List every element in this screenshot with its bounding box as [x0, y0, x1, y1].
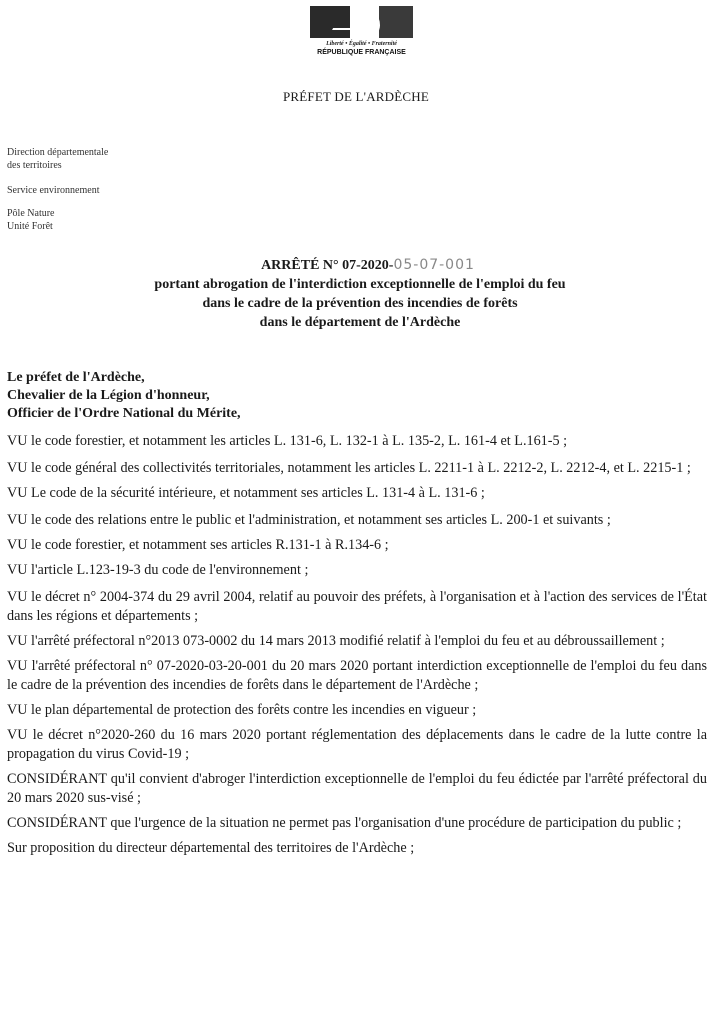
visa-paragraph: VU le code forestier, et notamment ses articles R.131-1 à R.134-6 ;	[7, 537, 389, 553]
visa-paragraph: VU Le code de la sécurité intérieure, et notamment ses articles L. 131-4 à L. 131-6 ;	[7, 485, 485, 501]
direction-line-2: des territoires	[7, 160, 62, 171]
unite-name: Unité Forêt	[7, 221, 53, 232]
arrete-number-prefix: ARRÊTÉ N° 07-2020-	[261, 258, 394, 273]
prefet-line-2: Chevalier de la Légion d'honneur,	[7, 388, 210, 403]
marianne-emblem-icon	[310, 6, 413, 38]
visa-paragraph: VU le décret n°2020-260 du 16 mars 2020 portant réglementation des déplacements dans le cadre de la lutte contre la propagation du virus Covid-19 ;	[7, 727, 707, 762]
prefet-line-3: Officier de l'Ordre National du Mérite,	[7, 406, 241, 421]
visa-paragraph: VU l'article L.123-19-3 du code de l'environnement ;	[7, 562, 309, 578]
arrete-subtitle-line-1: portant abrogation de l'interdiction exceptionnelle de l'emploi du feu	[154, 277, 566, 292]
pole-name: Pôle Nature	[7, 208, 55, 219]
republique-francaise-logo	[310, 4, 410, 60]
service-name: Service environnement	[7, 185, 100, 196]
visa-paragraph: VU le code général des collectivités territoriales, notamment les articles L. 2211-1 à L. 2212-2, L. 2212-4, et L. 2215-1 ;	[7, 460, 691, 476]
arrete-number	[108, 256, 628, 275]
prefecture-title: PRÉFET DE L'ARDÈCHE	[282, 89, 430, 104]
consideration-paragraph: CONSIDÉRANT que l'urgence de la situation ne permet pas l'organisation d'une procédure de participation du public ;	[7, 815, 682, 831]
visa-paragraph: VU l'arrêté préfectoral n° 07-2020-03-20-001 du 20 mars 2020 portant interdiction exceptionnelle de l'emploi du feu dans le cadre de la prévention des incendies de forêts dans le département de l'Ardèche ;	[7, 658, 707, 693]
logo-republic-name: RÉPUBLIQUE FRANÇAISE	[317, 49, 406, 56]
arrete-header	[100, 256, 620, 332]
visas-and-considerations	[7, 432, 707, 866]
prefet-line-1: Le préfet de l'Ardèche,	[7, 370, 145, 385]
logo-motto: Liberté • Égalité • Fraternité	[326, 41, 397, 47]
visa-paragraph: VU le code des relations entre le public et l'administration, et notamment ses articles L. 200-1 et suivants ;	[7, 512, 611, 528]
arrete-subtitle-line-2: dans le cadre de la prévention des incendies de forêts	[202, 296, 518, 311]
visa-paragraph: VU le plan départemental de protection des forêts contre les incendies en vigueur ;	[7, 702, 477, 718]
visa-paragraph: VU l'arrêté préfectoral n°2013 073-0002 du 14 mars 2013 modifié relatif à l'emploi du feu et au débroussaillement ;	[7, 633, 665, 649]
prefet-titles	[7, 369, 241, 423]
issuing-service-block	[7, 146, 108, 233]
visa-paragraph: VU le code forestier, et notamment les articles L. 131-6, L. 132-1 à L. 135-2, L. 161-4 et L.161-5 ;	[7, 433, 568, 449]
arrete-number-handwritten: 05-07-001	[393, 257, 475, 273]
visa-paragraph: VU le décret n° 2004-374 du 29 avril 2004, relatif au pouvoir des préfets, à l'organisation et à l'action des services de l'État dans les régions et départements ;	[7, 589, 707, 624]
direction-line-1: Direction départementale	[7, 147, 109, 158]
proposal-paragraph: Sur proposition du directeur départemental des territoires de l'Ardèche ;	[7, 840, 415, 856]
arrete-subtitle-line-3: dans le département de l'Ardèche	[259, 315, 461, 330]
consideration-paragraph: CONSIDÉRANT qu'il convient d'abroger l'interdiction exceptionnelle de l'emploi du feu édictée par l'arrêté préfectoral du 20 mars 2020 sus-visé ;	[7, 771, 707, 806]
